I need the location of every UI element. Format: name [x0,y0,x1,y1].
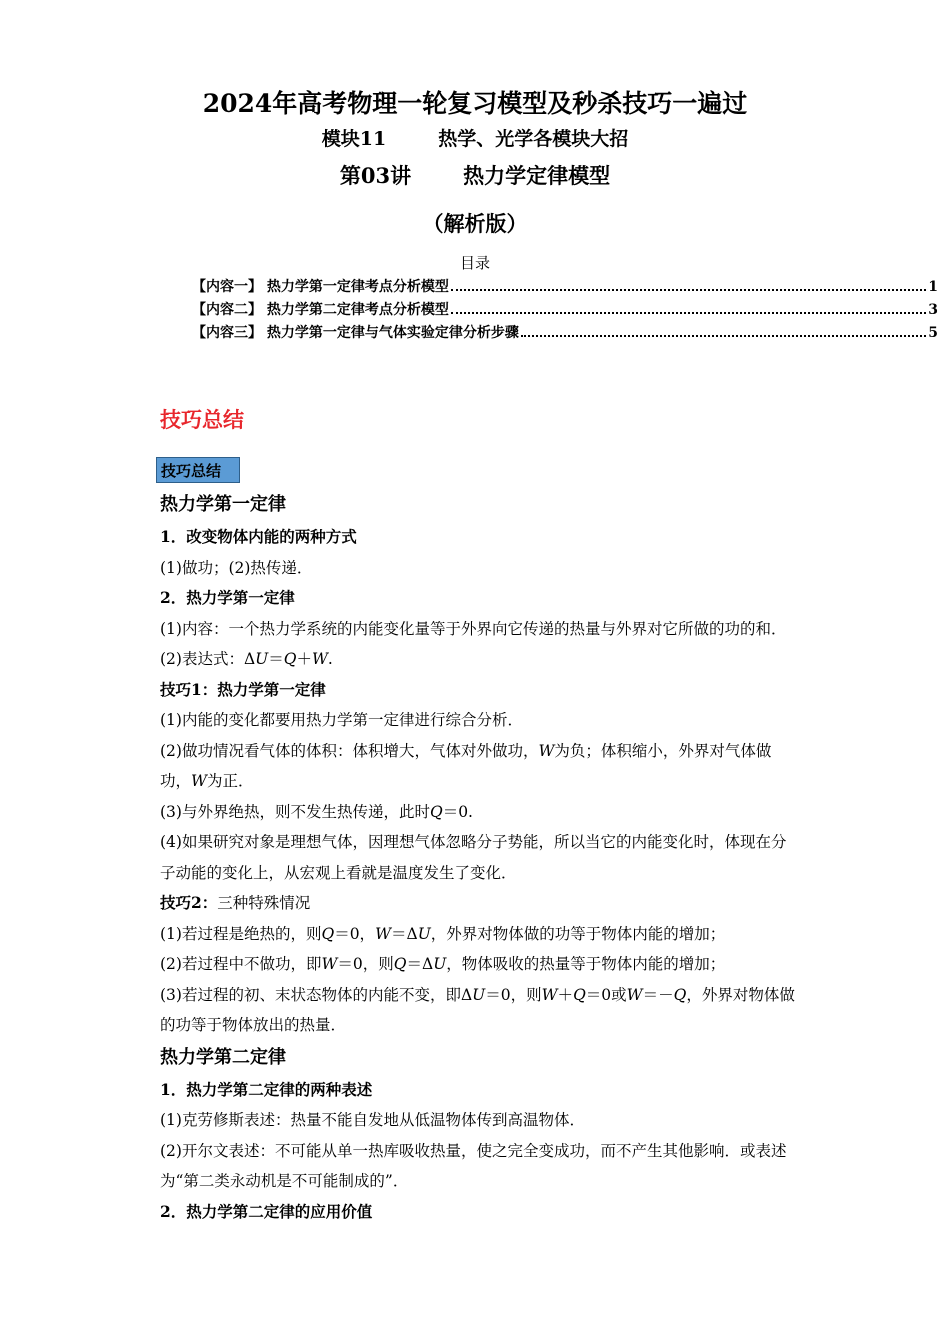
lecture-number: 第03讲 [339,163,412,188]
main-content [160,488,796,1227]
text: (2)表达式：Δ [160,650,256,668]
paragraph [160,949,796,980]
paragraph [160,919,796,950]
text: ＝－ [642,985,674,1004]
var: U [417,924,431,943]
toc-leader-dots [521,335,926,337]
section-heading: 技巧总结 [160,407,244,432]
text: 为正． [206,772,254,790]
toc-item[interactable] [192,299,938,322]
toc-item-label: 【内容三】 热力学第一定律与气体实验定律分析步骤 [192,325,519,341]
var: W [311,650,328,668]
toc-item-page: 1 [928,279,938,295]
toc-item-label: 【内容一】 热力学第一定律考点分析模型 [192,279,449,295]
text: . [327,650,333,668]
var: W [375,924,391,943]
section-tag: 技巧总结 [156,457,240,483]
tip-title: 技巧1：热力学第一定律 [160,679,326,699]
text: ＝0，则 [485,985,542,1004]
toc-item-label: 【内容二】 热力学第二定律考点分析模型 [192,302,449,318]
text: ＝0， [334,924,376,943]
var: W [626,985,643,1004]
text: (1)若过程是绝热的，则 [160,924,322,943]
subheading: 1．改变物体内能的两种方式 [160,527,357,546]
var: Q [393,955,407,973]
text: (2)若过程中不做功，即 [160,955,322,973]
paragraph: (1)做功；(2)热传递． [160,558,313,577]
module-subtitle [0,124,950,151]
text: ＝Δ [391,924,418,943]
text: ，外界对物体做的功等于物体内能的增加； [430,924,726,943]
text: ＝0. [442,802,473,821]
module-number: 模块11 [321,128,387,150]
document-title: 2024年高考物理一轮复习模型及秒杀技巧一遍过 [202,89,748,118]
var: W [541,985,558,1004]
text: (3)与外界绝热，则不发生热传递，此时 [160,802,430,821]
var: Q [283,650,297,668]
var: U [472,985,486,1004]
text: ＝0，则 [337,955,394,973]
var: W [538,741,555,760]
tip-name: 三种特殊情况 [217,894,311,912]
toc-leader-dots [451,312,926,314]
formula-paragraph [160,644,796,675]
heading-first-law: 热力学第一定律 [160,494,286,515]
text: 为负；体积缩小，外界对气体做功， [160,741,772,790]
toc-item-page: 5 [928,325,938,341]
toc-title: 目录 [459,254,490,272]
paragraph: (1)内能的变化都要用热力学第一定律进行综合分析． [160,711,523,729]
text: ＝ [268,650,284,668]
text: (3)若过程的初、末状态物体的内能不变，即Δ [160,985,473,1004]
var: U [255,650,269,668]
subheading: 2．热力学第二定律的应用价值 [160,1201,373,1221]
table-of-contents [192,276,938,345]
text: (2)做功情况看气体的体积：体积增大，气体对外做功， [160,741,539,760]
tip-title [160,888,796,919]
text: ，外界对物体做的功等于物体放出的热量． [160,985,795,1034]
var: U [433,955,447,973]
toc-item[interactable] [192,276,938,299]
text: ，物体吸收的热量等于物体内能的增加； [446,955,726,973]
var: Q [429,802,443,821]
module-name: 热学、光学各模块大招 [438,128,629,150]
text: ＝0或 [585,985,627,1004]
text: ＋ [557,985,574,1004]
paragraph [160,980,796,1041]
version-label: （解析版） [422,211,528,236]
subheading: 2．热力学第一定律 [160,588,295,607]
text: ＝Δ [406,955,434,973]
toc-item-page: 3 [928,302,938,318]
paragraph [160,797,796,828]
var: W [321,955,338,973]
subheading: 1．热力学第二定律的两种表述 [160,1079,373,1099]
text: ＋ [296,650,312,668]
var: Q [573,985,586,1004]
var: Q [673,985,687,1004]
paragraph: (1)内容：一个热力学系统的内能变化量等于外界向它传递的热量与外界对它所做的功的和． [160,619,787,638]
var: Q [321,924,335,943]
paragraph [160,736,796,797]
lecture-name: 热力学定律模型 [463,163,611,188]
var: W [191,772,207,790]
paragraph: (1)克劳修斯表述：热量不能自发地从低温物体传到高温物体． [160,1111,585,1129]
paragraph: (4)如果研究对象是理想气体，因理想气体忽略分子势能，所以当它的内能变化时，体现在分子动能的变化上，从宏观上看就是温度发生了变化． [160,833,787,882]
paragraph: (2)开尔文表述：不可能从单一热库吸收热量，使之完全变成功，而不产生其他影响．或表述为“第二类永动机是不可能制成的”． [160,1141,787,1190]
tip-label: 技巧2： [160,893,218,912]
lecture-subtitle [0,160,950,190]
toc-leader-dots [451,289,926,291]
heading-second-law: 热力学第二定律 [160,1046,286,1068]
toc-item[interactable] [192,322,938,345]
